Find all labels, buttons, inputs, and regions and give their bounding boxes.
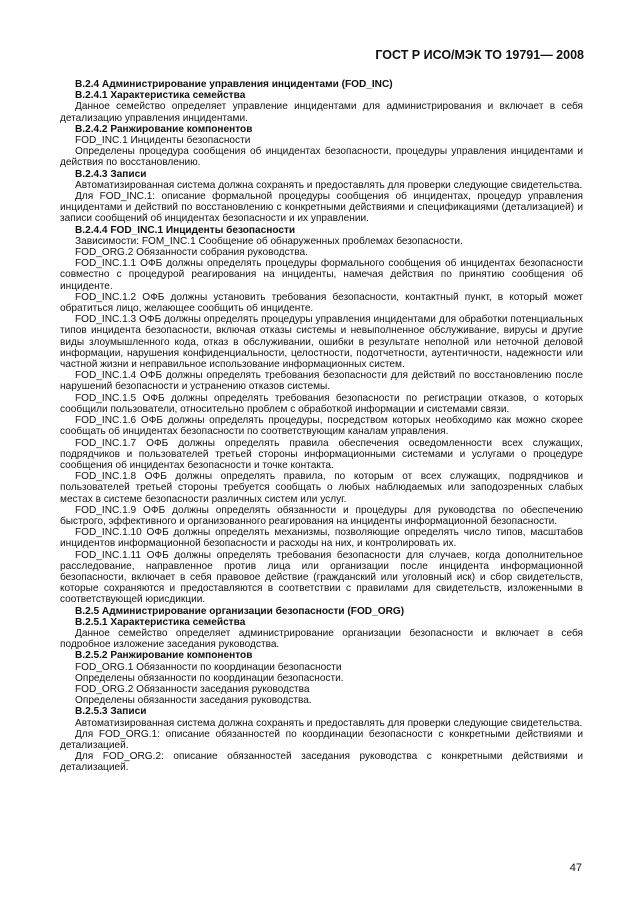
section-heading: В.2.4 Администрирование управления инцидентами (FOD_INC) (75, 79, 393, 90)
paragraph: FOD_ORG.2 Обязанности собрания руководства. (75, 247, 308, 259)
paragraph: FOD_INC.1.6 ОФБ должны определять процедуры, посредством которых необходимо как можно скорее сообщать об инцидентах безопасности по соответствующим каналам управления. (60, 415, 583, 438)
paragraph: FOD_INC.1.1 ОФБ должны определять процедуры формального сообщения об инцидентах безопасности совместно с процедурой реагирования на инциденты, намечая действия по принятию сообщения об инциденте. (60, 258, 583, 292)
section-heading: В.2.5 Администрирование организации безопасности (FOD_ORG) (75, 605, 405, 617)
paragraph: FOD_INC.1.8 ОФБ должны определять правила, по которым от всех служащих, подрядчиков и пользователей третьей стороны требуется сообщать о любых наблюдаемых или заподозренных слабых местах в системе безопасности различных систем или услуг. (60, 471, 583, 505)
paragraph: FOD_INC.1.4 ОФБ должны определять требования безопасности для действий по восстановлению после нарушений безопасности и устранению отказов системы. (60, 370, 583, 393)
paragraph: FOD_INC.1.11 ОФБ должны определять требования безопасности для случаев, когда дополнительное расследование, направленное против лица или организации после инцидента информационной безопасности, включает в себя правовое действие (гражданский или уголовный иск) и сбор свидетельств, которые сохраняются и предоставляются в соответствии с правилами для свидетельств, изложенными в соответствующей юрисдикции. (60, 549, 583, 606)
section-heading: В.2.5.3 Записи (75, 706, 147, 718)
paragraph: Для FOD_INC.1: описание формальной процедуры сообщения об инцидентах, процедур управления инцидентами и действий по восстановлению с конкретными действиями и спецификациями (детализацией) и записи сообщений об инцидентах безопасности и их управлении. (60, 191, 583, 225)
paragraph: Автоматизированная система должна сохранять и предоставлять для проверки следующие свидетельства. (75, 179, 583, 191)
paragraph: Для FOD_ORG.1: описание обязанностей по координации безопасности с конкретными действиями и детализацией. (60, 728, 583, 751)
paragraph: Автоматизированная система должна сохранять и предоставлять для проверки следующие свидетельства. (75, 717, 583, 729)
paragraph: FOD_INC.1.3 ОФБ должны определять процедуры управления инцидентами для обработки потенциальных типов инцидента безопасности, включая отказы системы и невыполненное обслуживание, вирусы и другие виды злоумышленного кода, отказ в обслуживании, ошибки в результате неполной или неточной деловой информации, нарушения конфиденциальности, целостности, подотчетности, аутентичности, надежности или частной жизни и неправильное использование информационных систем. (60, 314, 583, 371)
section-heading: В.2.4.1 Характеристика семейства (75, 90, 246, 102)
page-number: 47 (569, 862, 582, 874)
paragraph: FOD_INC.1.10 ОФБ должны определять механизмы, позволяющие определять число типов, масштабов инцидентов информационной безопасности и расходы на них, и контролировать их. (60, 527, 583, 550)
paragraph: Для FOD_ORG.2: описание обязанностей заседания руководства с конкретными действиями и детализацией. (60, 751, 583, 774)
section-heading: В.2.5.1 Характеристика семейства (75, 616, 246, 628)
paragraph: Зависимости: FOM_INC.1 Сообщение об обнаруженных проблемах безопасности. (75, 235, 463, 247)
paragraph: Данное семейство определяет управление инцидентами для администрирования и включает в себя детализацию управления инцидентами. (60, 101, 583, 124)
paragraph: Определены обязанности по координации безопасности. (75, 672, 344, 684)
paragraph: Определены процедура сообщения об инцидентах безопасности, процедуры управления инцидентами и действия по восстановлению. (60, 146, 583, 169)
paragraph: FOD_INC.1.2 ОФБ должны установить требования безопасности, контактный пункт, в который может обратиться лицо, желающее сообщить об инциденте. (60, 291, 583, 315)
paragraph: Определены обязанности заседания руководства. (75, 695, 312, 707)
document-body (60, 79, 583, 774)
page-header: ГОСТ Р ИСО/МЭК ТО 19791— 2008 (375, 48, 584, 62)
section-heading: В.2.4.2 Ранжирование компонентов (75, 123, 253, 135)
paragraph: FOD_ORG.2 Обязанности заседания руководства (75, 683, 310, 695)
paragraph: FOD_INC.1.7 ОФБ должны определять правила обеспечения осведомленности всех служащих, подрядчиков и пользователей третьей стороны информационными системами и услугами о процедуре сообщения об инцидентах безопасности и точке контакта. (60, 437, 583, 471)
paragraph: FOD_INC.1.5 ОФБ должны определять требования безопасности по регистрации отказов, о которых сообщили пользователи, относительно проблем с обработкой информации и системами связи. (60, 392, 583, 415)
paragraph: FOD_ORG.1 Обязанности по координации безопасности (75, 661, 342, 673)
section-heading: В.2.4.3 Записи (75, 168, 147, 180)
paragraph: FOD_INC.1 Инциденты безопасности (75, 135, 251, 147)
section-heading: В.2.4.4 FOD_INC.1 Инциденты безопасности (75, 224, 296, 236)
paragraph: Данное семейство определяет администрирование организации безопасности и включает в себя подробное изложение заседания руководства. (60, 627, 583, 651)
section-heading: В.2.5.2 Ранжирование компонентов (75, 650, 253, 662)
paragraph: FOD_INC.1.9 ОФБ должны определять обязанности и процедуры для руководства по обеспечению быстрого, эффективного и организованного реагирования на инциденты информационной безопасности. (60, 504, 583, 527)
